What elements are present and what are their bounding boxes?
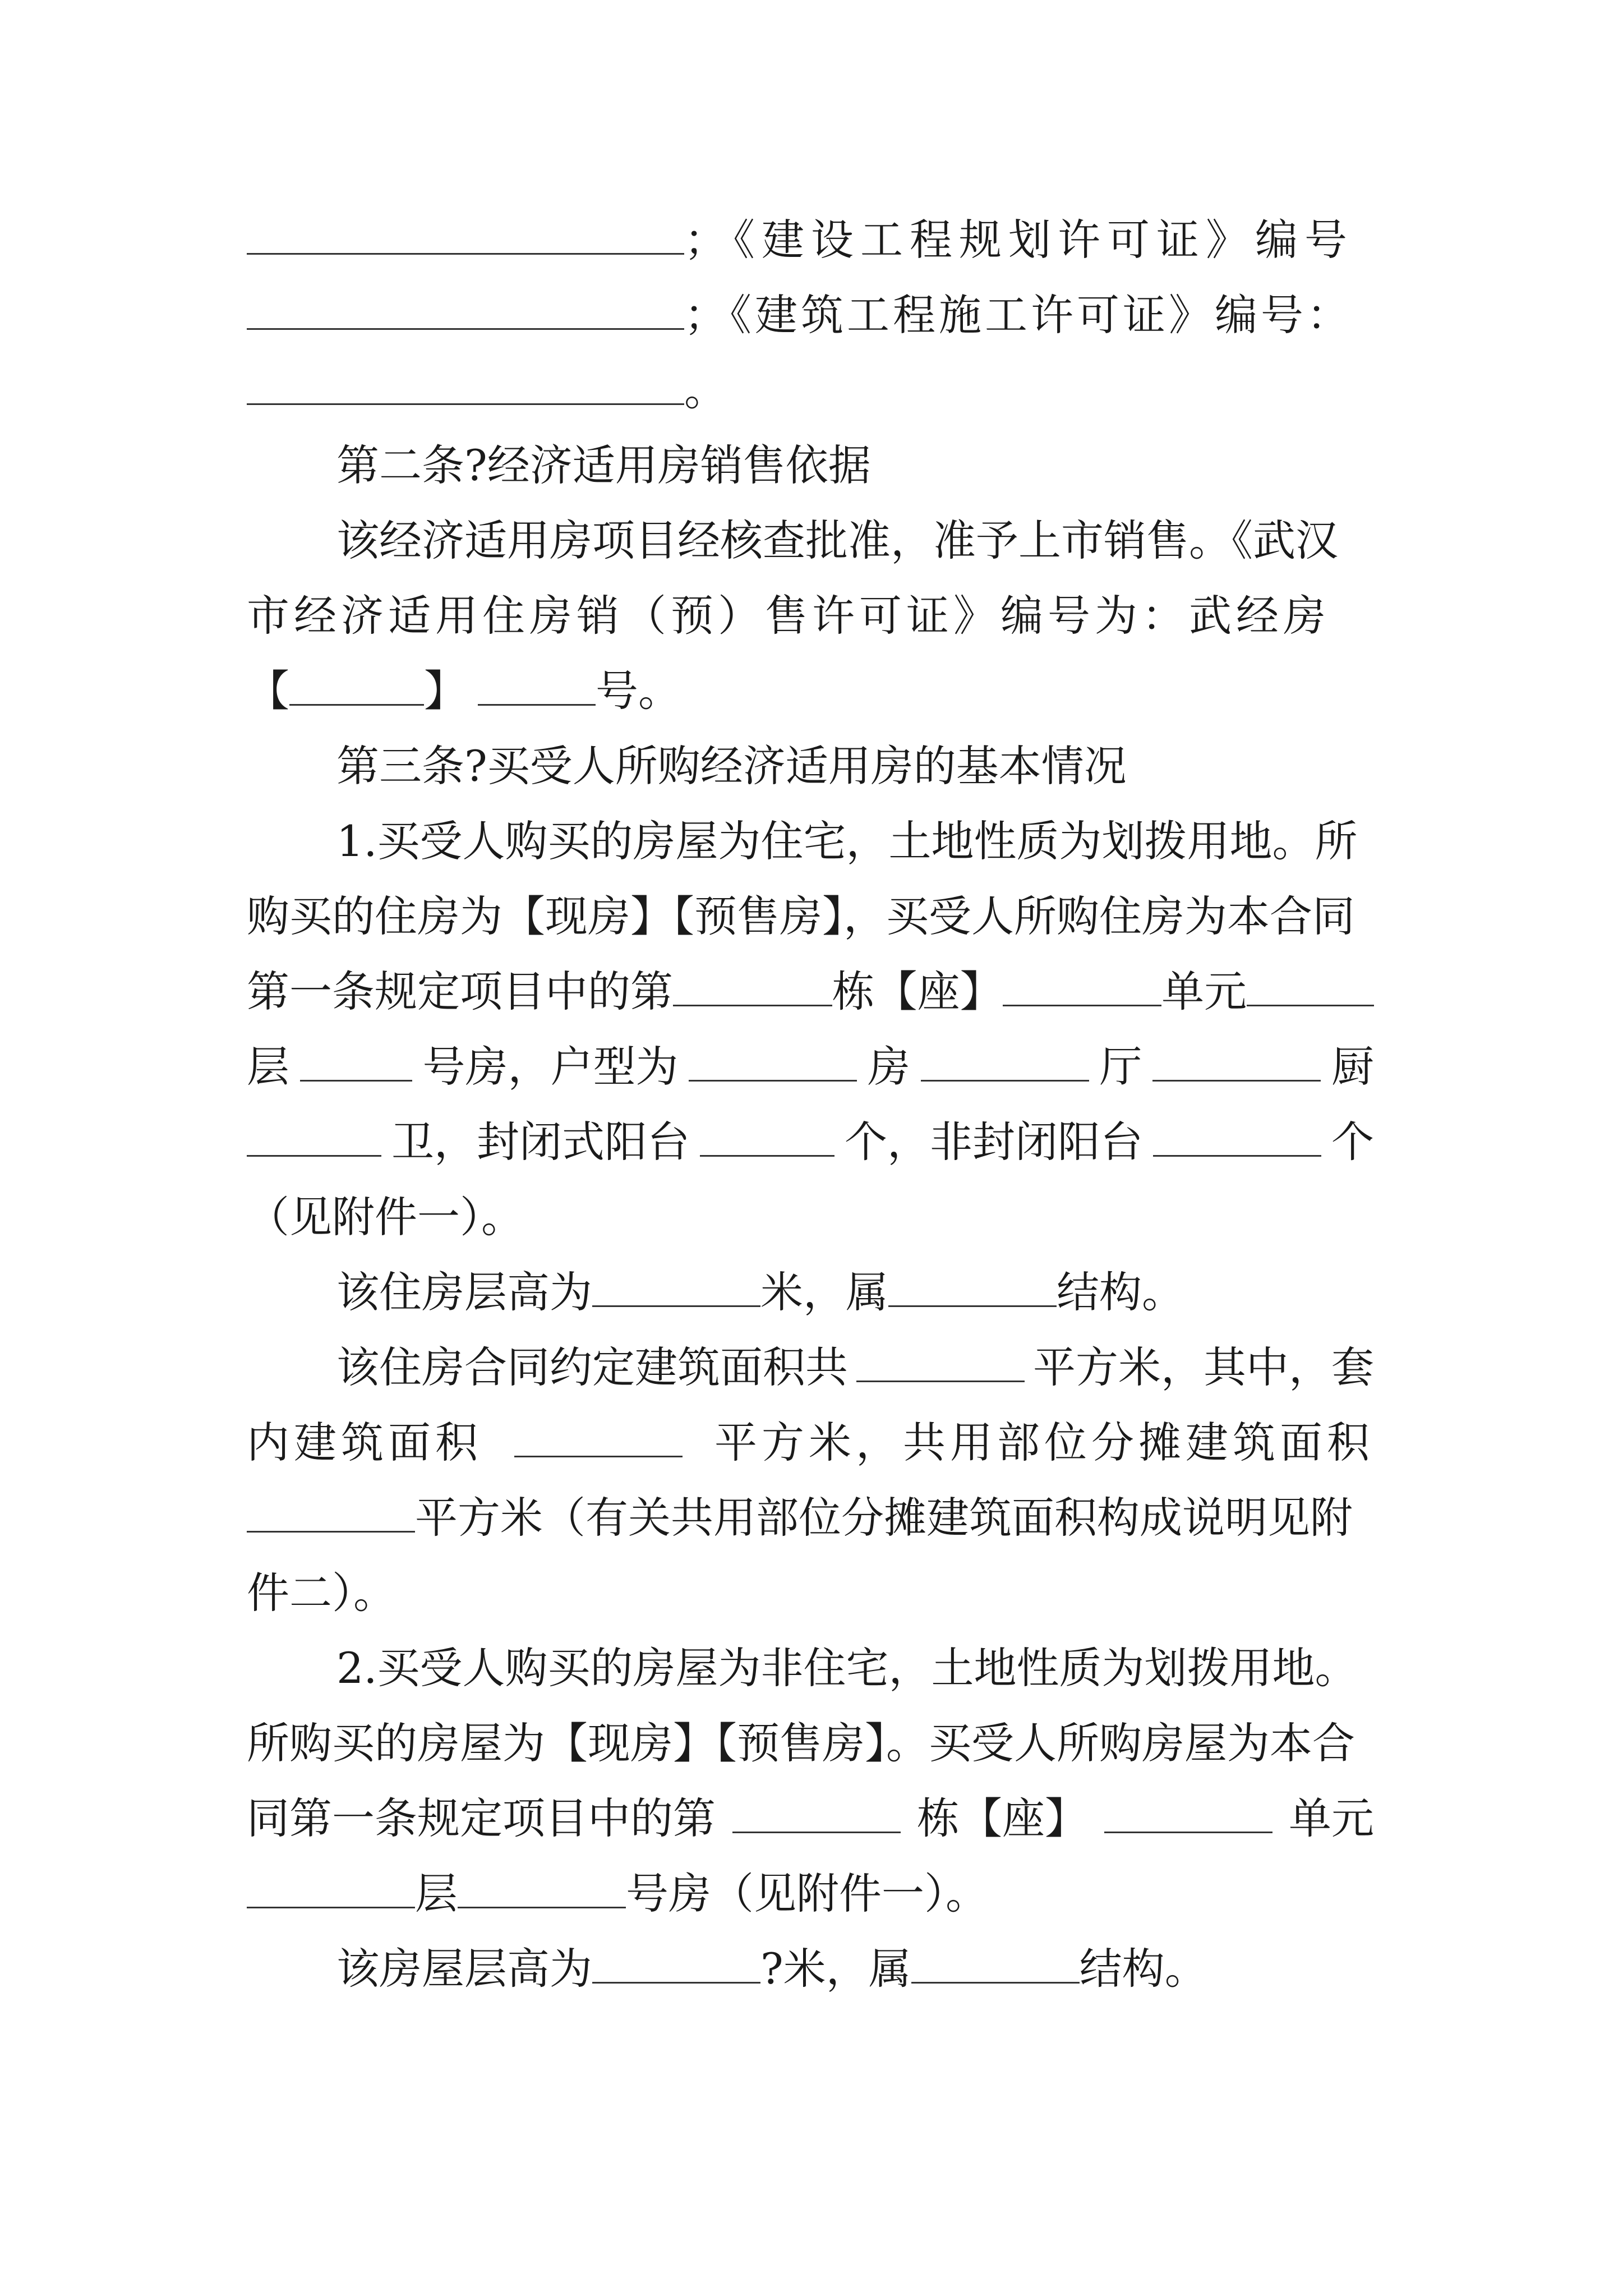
doc-line	[336, 1340, 1374, 1396]
doc-text: 第一条规定项目中的第	[247, 967, 673, 1016]
doc-text: 同第一条规定项目中的第	[247, 1793, 716, 1843]
fill-blank[interactable]	[1104, 1792, 1272, 1833]
doc-text: ?米，属	[760, 1944, 911, 1994]
doc-line	[247, 588, 1374, 644]
article-title	[336, 438, 1374, 494]
doc-text: 购买的住房为【现房】【预售房】，买受人所购住房为本合同	[247, 891, 1355, 941]
doc-text: ；《建设工程规划许可证》编号	[684, 215, 1354, 265]
fill-blank[interactable]	[592, 1266, 760, 1307]
doc-text: 平方米，其中，套	[1033, 1342, 1374, 1392]
fill-blank[interactable]	[592, 1943, 760, 1984]
doc-text: 平方米（有关共用部位分摊建筑面积构成说明见附	[415, 1493, 1353, 1543]
fill-blank[interactable]	[1152, 1041, 1321, 1082]
doc-line	[336, 513, 1374, 569]
doc-text: 该房屋层高为	[336, 1944, 592, 1994]
doc-text: 结构。	[1079, 1944, 1207, 1994]
doc-text: 件二）。	[247, 1568, 396, 1618]
fill-blank[interactable]	[888, 1266, 1057, 1307]
doc-text: 。	[684, 365, 727, 415]
fill-blank[interactable]	[856, 1341, 1025, 1382]
doc-line	[247, 1791, 1374, 1847]
doc-text: 平方米，共用部位分摊建筑面积	[714, 1418, 1374, 1467]
doc-line	[247, 212, 1374, 268]
fill-blank[interactable]	[478, 665, 596, 706]
fill-blank[interactable]	[673, 965, 832, 1006]
doc-text: 层	[247, 1042, 289, 1092]
doc-text: 栋【座】	[832, 967, 1003, 1016]
fill-blank[interactable]	[1003, 965, 1162, 1006]
article-title	[336, 738, 1374, 794]
doc-line	[247, 1490, 1374, 1546]
doc-text: 个	[1331, 1117, 1374, 1167]
doc-line	[336, 1264, 1374, 1320]
doc-text: 所购买的房屋为【现房】【预售房】。买受人所购房屋为本合	[247, 1718, 1355, 1768]
doc-text: 2.买受人购买的房屋为非住宅，土地性质为划拨用地。	[336, 1643, 1358, 1693]
doc-line	[247, 362, 1374, 418]
doc-text: 单元	[1161, 967, 1247, 1016]
doc-text: 市经济适用住房销（预）售许可证》编号为：武经房	[247, 591, 1330, 641]
fill-blank[interactable]	[300, 1041, 412, 1082]
doc-text: 该住房合同约定建筑面积共	[336, 1342, 848, 1392]
doc-text: 1.买受人购买的房屋为住宅，土地性质为划拨用地。所	[336, 816, 1358, 866]
doc-line	[247, 1715, 1374, 1772]
doc-text: 房	[868, 1042, 910, 1092]
fill-blank[interactable]	[1247, 965, 1374, 1006]
doc-text: 单元	[1289, 1793, 1374, 1843]
doc-line	[336, 1941, 1374, 1997]
doc-text: 卫，封闭式阳台	[391, 1117, 690, 1167]
doc-text: 个，非封闭阳台	[845, 1117, 1143, 1167]
doc-line	[247, 1039, 1374, 1095]
doc-line	[336, 813, 1374, 869]
doc-line	[247, 889, 1374, 945]
fill-blank[interactable]	[689, 1041, 857, 1082]
doc-line	[336, 1640, 1374, 1696]
fill-blank[interactable]	[247, 214, 684, 255]
doc-line	[247, 1415, 1374, 1471]
doc-line	[247, 964, 1374, 1020]
fill-blank[interactable]	[247, 289, 684, 330]
doc-text: 号。	[596, 666, 681, 716]
fill-blank[interactable]	[1153, 1116, 1321, 1157]
fill-blank[interactable]	[921, 1041, 1089, 1082]
doc-line	[247, 1114, 1374, 1170]
doc-text: 第二条?经济适用房销售依据	[336, 440, 871, 490]
doc-text: 【	[247, 666, 289, 716]
doc-text: 层	[415, 1869, 458, 1918]
doc-text: 号房（见附件一）。	[626, 1869, 988, 1918]
fill-blank[interactable]	[700, 1116, 834, 1157]
doc-text: 米，属	[760, 1267, 888, 1317]
fill-blank[interactable]	[514, 1416, 683, 1457]
doc-line	[247, 287, 1374, 343]
doc-line	[247, 1866, 1374, 1922]
doc-text: 栋【座】	[917, 1793, 1087, 1843]
doc-text: 厅	[1099, 1042, 1142, 1092]
doc-text: 该住房层高为	[336, 1267, 592, 1317]
fill-blank[interactable]	[289, 665, 424, 706]
doc-text: 内建筑面积	[247, 1418, 482, 1467]
fill-blank[interactable]	[458, 1867, 626, 1908]
doc-text: 结构。	[1057, 1267, 1184, 1317]
fill-blank[interactable]	[247, 1867, 415, 1908]
doc-text: 厨	[1331, 1042, 1374, 1092]
doc-text: 第三条?买受人所购经济适用房的基本情况	[336, 741, 1127, 791]
doc-text: 】	[424, 666, 467, 716]
fill-blank[interactable]	[732, 1792, 901, 1833]
fill-blank[interactable]	[247, 1492, 415, 1533]
doc-text: 号房，户型为	[422, 1042, 679, 1092]
fill-blank[interactable]	[911, 1943, 1080, 1984]
doc-text: ；《建筑工程施工许可证》编号：	[684, 290, 1353, 340]
fill-blank[interactable]	[247, 364, 684, 405]
doc-line	[247, 1189, 1374, 1245]
doc-text: （见附件一）。	[247, 1192, 524, 1242]
doc-line	[247, 663, 1374, 719]
doc-line	[247, 1565, 1374, 1621]
doc-text: 该经济适用房项目经核查批准，准予上市销售。《武汉	[336, 516, 1338, 565]
fill-blank[interactable]	[247, 1116, 381, 1157]
